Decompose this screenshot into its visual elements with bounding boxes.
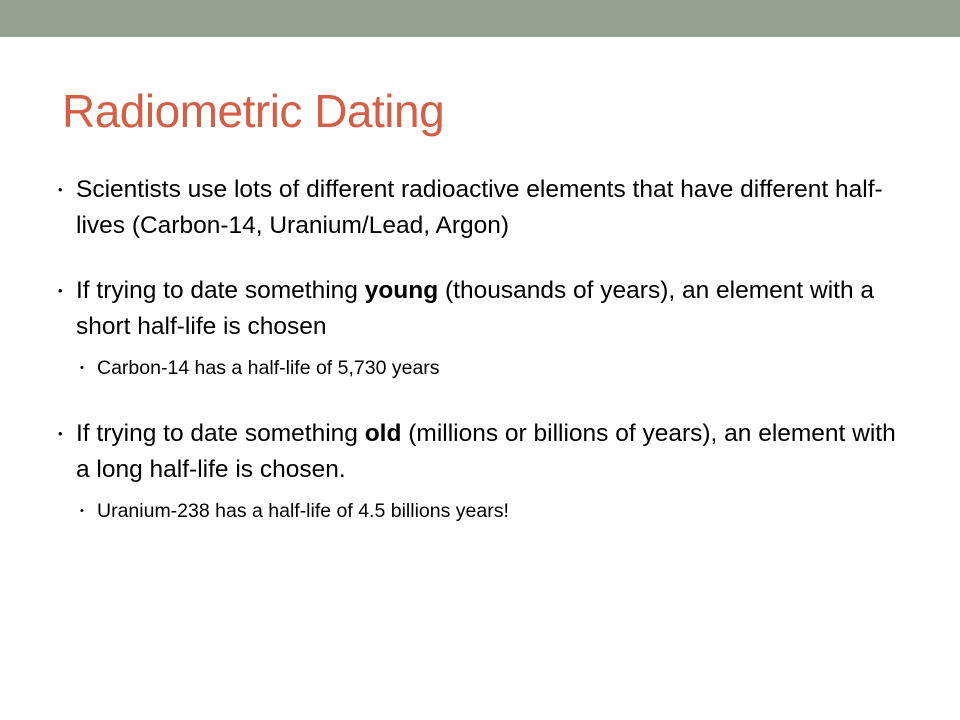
bullet-young-samples: [58, 273, 898, 345]
sub-bullet-text: Carbon-14 has a half-life of 5,730 years: [97, 357, 440, 379]
bullet-text-after: (thousands of years), an element with a short half-life is chosen: [76, 277, 875, 340]
slide-body: [58, 172, 898, 526]
bullet-radioactive-elements: [58, 172, 898, 244]
bullet-text: Scientists use lots of different radioactive elements that have different half-lives (Carbon-14, Uranium/Lead, Argon): [76, 176, 883, 239]
bullet-text-after: (millions or billions of years), an element with a long half-life is chosen.: [76, 420, 896, 483]
emphasis-old: old: [364, 420, 402, 447]
bullet-text-before: If trying to date something: [76, 420, 365, 447]
emphasis-young: young: [364, 277, 439, 304]
bullet-dot-icon: •: [80, 505, 84, 517]
bullet-text-before: If trying to date something: [76, 277, 365, 304]
sub-bullet-carbon-14: [80, 353, 898, 383]
top-accent-bar: [0, 0, 960, 37]
bullet-old-samples: [58, 416, 898, 488]
bullet-dot-icon: •: [58, 182, 63, 197]
slide-title: Radiometric Dating: [62, 85, 445, 137]
bullet-dot-icon: •: [58, 426, 63, 441]
bullet-dot-icon: •: [58, 283, 63, 298]
sub-bullet-uranium-238: [80, 496, 898, 526]
sub-bullet-text: Uranium-238 has a half-life of 4.5 billions years!: [97, 500, 509, 522]
bullet-dot-icon: •: [80, 362, 84, 374]
